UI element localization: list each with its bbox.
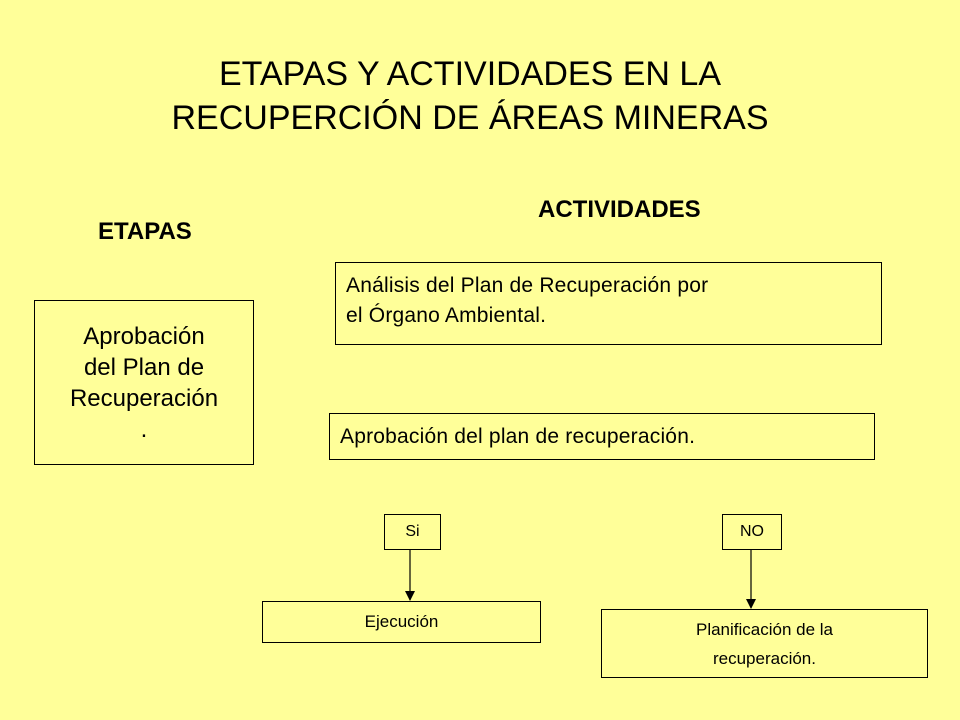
analysis-line-2: el Órgano Ambiental. xyxy=(346,304,547,327)
planning-line-1: Planificación de la xyxy=(695,619,834,639)
title-line-2: RECUPERCIÓN DE ÁREAS MINERAS xyxy=(171,99,769,137)
execution-label: Ejecución xyxy=(364,612,439,631)
approval-text: Aprobación del plan de recuperación. xyxy=(340,425,696,448)
stage-line-4: . xyxy=(140,415,148,443)
analysis-line-1: Análisis del Plan de Recuperación por xyxy=(346,274,709,297)
stage-line-1: Aprobación xyxy=(83,322,205,350)
title-line-1: ETAPAS Y ACTIVIDADES EN LA xyxy=(219,55,721,93)
decision-yes-label: Si xyxy=(405,523,420,540)
stage-line-2: del Plan de xyxy=(83,353,205,381)
actividades-heading: ACTIVIDADES xyxy=(538,196,701,223)
etapas-heading: ETAPAS xyxy=(98,218,192,245)
stage-line-3: Recuperación xyxy=(69,384,219,412)
decision-no-label: NO xyxy=(740,523,764,540)
planning-line-2: recuperación. xyxy=(712,648,816,668)
